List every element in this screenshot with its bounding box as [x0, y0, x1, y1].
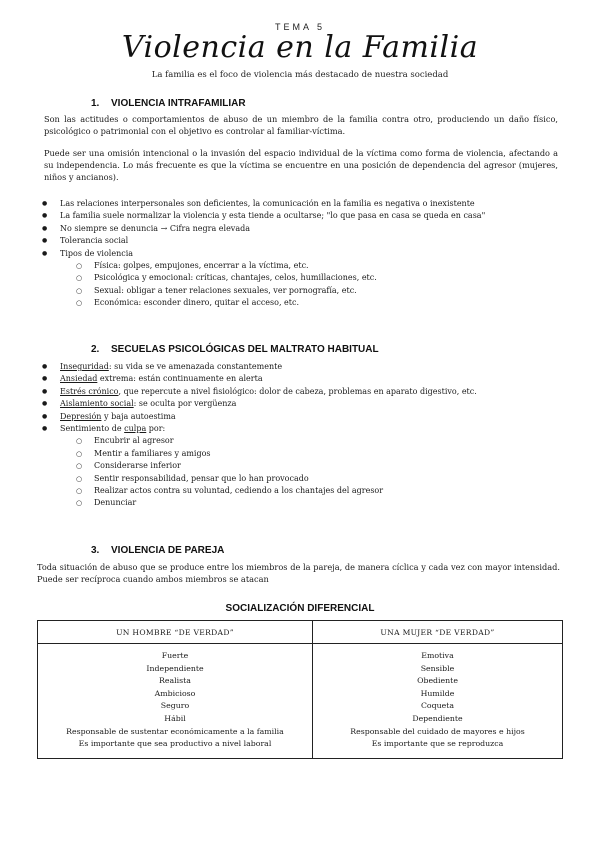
page-title: Violencia en la Familia [121, 30, 479, 65]
section-1-title: VIOLENCIA INTRAFAMILIAR [111, 98, 246, 109]
sub-list-item: ○ Considerarse inferior [42, 460, 477, 472]
table-cell-line: Responsable de sustentar económicamente a la familia [66, 726, 284, 736]
list-item-text: por: [146, 424, 166, 434]
list-item-term: Ansiedad [60, 374, 98, 384]
table-cell-line: Fuerte [161, 651, 189, 660]
table-cell-line: Coqueta [420, 701, 455, 711]
table-cell-line: Es importante que se reproduzca [371, 739, 504, 749]
section-2-heading [91, 344, 379, 355]
section-3-paragraph: Toda situación de abuso que se produce entre los miembros de la pareja, de manera cíclica y cada vez con mayor intensidad. Puede ser recíproca cuando ambos miembros se atacan [37, 562, 560, 584]
table-title: SOCIALIZACIÓN DIFERENCIAL [225, 603, 375, 614]
list-item: ● Tolerancia social [42, 235, 485, 247]
list-item-text: , que repercute a nivel fisiológico: dolor de cabeza, problemas en aparato digestivo, etc. [118, 386, 477, 396]
list-item-text: Sentimiento de [60, 424, 125, 434]
list-item-term: Inseguridad [60, 362, 109, 371]
page-subtitle: La familia es el foco de violencia más destacado de nuestra sociedad [151, 70, 449, 80]
socialization-table [37, 620, 563, 759]
section-1-number: 1. [91, 98, 100, 109]
table-cell-line: Independiente [146, 663, 204, 673]
table-cell-line: Sensible [420, 663, 455, 673]
sub-list-item: ○ Económica: esconder dinero, quitar el acceso, etc. [42, 297, 485, 309]
sub-list-item: ○ Mentir a familiares y amigos [42, 448, 477, 460]
list-item-term: Depresión [60, 411, 102, 421]
section-2-number: 2. [91, 344, 100, 355]
list-item [42, 386, 477, 398]
list-item [42, 361, 477, 373]
list-item: ● No siempre se denuncia → Cifra negra elevada [42, 223, 485, 235]
column-header-women: UNA MUJER “DE VERDAD” [313, 621, 563, 644]
section-2-bullet-list [42, 361, 477, 510]
list-item-text: y baja autoestima [101, 411, 176, 421]
column-women-cell [313, 644, 563, 759]
table-cell-line: Obediente [417, 676, 458, 686]
table-cell-line: Ambicioso [154, 688, 196, 698]
section-1-paragraph-2: Puede ser una omisión intencional o la invasión del espacio individual de la víctima como forma de violencia, afectando a su independencia. Lo más frecuente es que la víctima se encuentre en una posición de dependencia del agresor (mujeres, niños y ancianos). [44, 148, 558, 182]
table-cell-line: Seguro [160, 701, 190, 711]
list-item: ● Tipos de violencia [42, 248, 485, 260]
table-cell-line: Emotiva [421, 651, 454, 660]
table-cell-line: Humilde [420, 688, 455, 698]
sub-list-item: ○ Física: golpes, empujones, encerrar a la víctima, etc. [42, 260, 485, 272]
table-header-row [38, 621, 563, 644]
sub-list-item: ○ Sexual: obligar a tener relaciones sexuales, ver pornografía, etc. [42, 285, 485, 297]
section-3-heading [91, 545, 224, 556]
table-cell-line: Hábil [164, 713, 186, 723]
list-item-text: extrema: están continuamente en alerta [97, 374, 263, 384]
column-header-men: UN HOMBRE “DE VERDAD” [38, 621, 313, 644]
list-item [42, 411, 477, 423]
sub-list-item: ○ Psicológica y emocional: críticas, chantajes, celos, humillaciones, etc. [42, 272, 485, 284]
list-item-term: Estrés crónico [60, 386, 119, 396]
list-item-term: culpa [124, 424, 147, 434]
section-3-title: VIOLENCIA DE PAREJA [111, 545, 225, 556]
table-cell-line: Es importante que sea productivo a nivel laboral [78, 739, 272, 749]
list-item [42, 398, 477, 410]
list-item [42, 423, 477, 435]
column-men-cell [38, 644, 313, 759]
topic-label: TEMA 5 [274, 22, 325, 32]
list-item-term: Aislamiento social [60, 399, 134, 409]
sub-list-item: ○ Denunciar [42, 497, 477, 509]
table-row [38, 644, 563, 759]
section-1-bullet-list [42, 198, 485, 310]
list-item: ● Las relaciones interpersonales son deficientes, la comunicación en la familia es negativa o inexistente [42, 198, 485, 210]
section-2-title: SECUELAS PSICOLÓGICAS DEL MALTRATO HABITUAL [111, 344, 379, 355]
table-cell-line: Realista [159, 676, 191, 686]
list-item: ● La familia suele normalizar la violencia y esta tiende a ocultarse; "lo que pasa en casa se queda en casa" [42, 210, 485, 222]
section-1-heading [91, 98, 246, 109]
table-cell-line: Dependiente [412, 713, 463, 723]
sub-list-item: ○ Encubrir al agresor [42, 435, 477, 447]
table-cell-line: Responsable del cuidado de mayores e hijos [350, 726, 525, 736]
list-item [42, 373, 477, 385]
section-1-paragraph-1: Son las actitudes o comportamientos de abuso de un miembro de la familia contra otro, produciendo un daño físico, psicológico o patrimonial con el objetivo es controlar al familiar-víctima. [44, 114, 558, 136]
list-item-text: : se oculta por vergüenza [133, 399, 237, 409]
section-3-number: 3. [91, 545, 100, 556]
list-item-text: : su vida se ve amenazada constantemente [108, 362, 283, 371]
sub-list-item: ○ Realizar actos contra su voluntad, cediendo a los chantajes del agresor [42, 485, 477, 497]
sub-list-item: ○ Sentir responsabilidad, pensar que lo han provocado [42, 473, 477, 485]
